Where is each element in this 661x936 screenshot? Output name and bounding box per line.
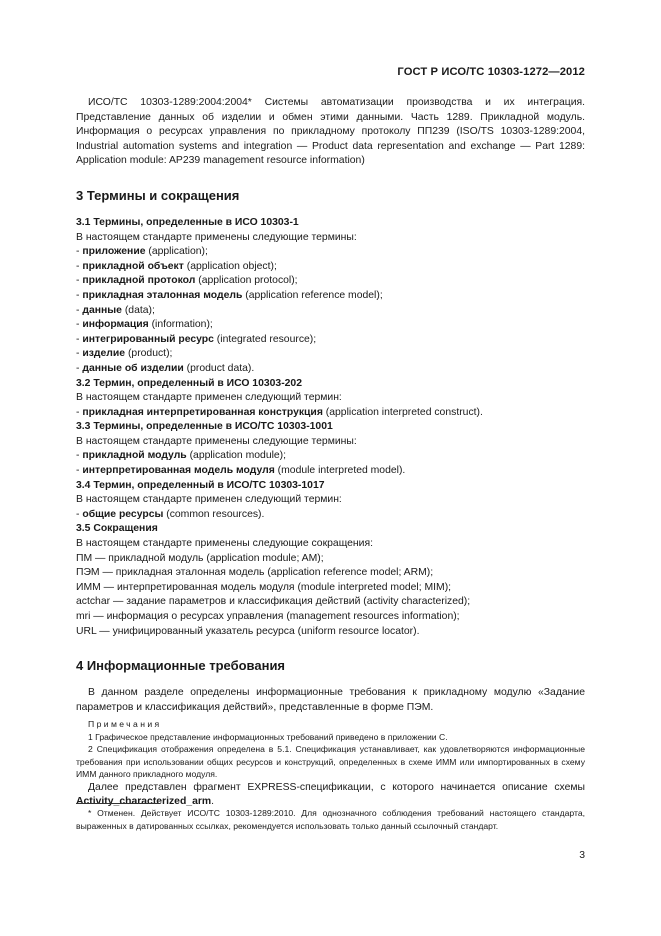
term-item: - интерпретированная модель модуля (module interpreted model). <box>76 465 406 477</box>
notes-block <box>76 718 585 781</box>
schema-name: Activity_characterized_arm <box>76 796 212 808</box>
subsection-3-4-intro: В настоящем стандарте применен следующий термин: <box>76 494 342 506</box>
subsection-3-2-heading: 3.2 Термин, определенный в ИСО 10303-202 <box>76 377 302 389</box>
terms-list-3-1 <box>76 245 585 376</box>
term-item: - данные об изделии (product data). <box>76 362 255 374</box>
term-item: - информация (information); <box>76 319 213 331</box>
footnote-separator <box>76 803 160 804</box>
term-item: - прикладная эталонная модель (application reference model); <box>76 289 383 301</box>
express-intro-paragraph: Далее представлен фрагмент EXPRESS-спецификации, с которого начинается описание схемы Activity_characterized_arm. <box>76 781 585 808</box>
normative-reference-paragraph <box>76 96 585 169</box>
notes-title: Примечания <box>88 719 162 730</box>
page-content <box>76 96 585 810</box>
term-item: - прикладной протокол (application protocol); <box>76 275 298 287</box>
abbreviation-item: mri — информация о ресурсах управления (management resources information); <box>76 611 460 622</box>
term-item: - общие ресурсы (common resources). <box>76 508 265 520</box>
term-item: - прикладной объект (application object); <box>76 260 277 272</box>
section-4-heading: 4 Информационные требования <box>76 658 286 674</box>
abbreviation-item: ПЭМ — прикладная эталонная модель (application reference model; ARM); <box>76 567 434 579</box>
term-item: - изделие (product); <box>76 348 173 360</box>
term-item: - приложение (application); <box>76 246 208 258</box>
reference-text: Системы автоматизации производства и их интеграция. Представление данных об изделии и обмен этими данными. Часть 1289. Прикладной модуль. Информация о ресурсах управления по прикладному протоколу ПП239 (ISO/TS 10303-1289:2004, Industrial automation systems and integration — Product data representation and exchange — Part 1289: Application module: AP239 management resource information) <box>76 97 586 167</box>
running-header: ГОСТ Р ИСО/ТС 10303-1272—2012 <box>397 66 585 78</box>
note-item: 1 Графическое представление информационных требований приведено в приложении С. <box>88 731 448 742</box>
term-item: - прикладная интерпретированная конструкция (application interpreted construct). <box>76 406 483 418</box>
section-4-paragraph: В данном разделе определены информационные требования к прикладному модулю «Задание параметров и классификация действий», представленные в форме ПЭМ. <box>76 687 585 713</box>
abbreviation-item: ИММ — интерпретированная модель модуля (module interpreted model; MIM); <box>76 581 452 593</box>
subsection-3-1-heading: 3.1 Термины, определенные в ИСО 10303-1 <box>76 216 299 228</box>
subsection-3-5-heading: 3.5 Сокращения <box>76 523 158 535</box>
subsection-3-3-intro: В настоящем стандарте применены следующие термины: <box>76 435 357 447</box>
term-item: - данные (data); <box>76 304 155 316</box>
subsection-3-3-heading: 3.3 Термины, определенные в ИСО/ТС 10303-1001 <box>76 421 333 433</box>
section-3-heading: 3 Термины и сокращения <box>76 187 240 203</box>
footnote: * Отменен. Действует ИСО/ТС 10303-1289:2010. Для однозначного соблюдения требований настоящего стандарта, выраженных в датированных ссылках, рекомендуется использовать только данный ссылочный стандарт. <box>76 808 585 831</box>
subsection-3-4-heading: 3.4 Термин, определенный в ИСО/ТС 10303-1017 <box>76 479 325 491</box>
reference-code: ИСО/ТС 10303-1289:2004:2004* <box>88 97 252 108</box>
subsection-3-5-intro: В настоящем стандарте применены следующие сокращения: <box>76 538 373 550</box>
subsection-3-2-intro: В настоящем стандарте применен следующий термин: <box>76 392 342 404</box>
term-item: - интегрированный ресурс (integrated resource); <box>76 333 317 345</box>
subsection-3-1-intro: В настоящем стандарте применены следующие термины: <box>76 231 357 243</box>
abbreviation-item: URL — унифицированный указатель ресурса (uniform resource locator). <box>76 625 420 637</box>
term-item: - прикладной модуль (application module); <box>76 450 287 462</box>
abbreviation-item: ПМ — прикладной модуль (application module; AM); <box>76 552 324 564</box>
note-item: 2 Спецификация отображения определена в 5.1. Спецификация устанавливает, как удовлетворяются информационные требования при использовании общих ресурсов и конструкций, определенных в схеме ИММ или импортированных в схему ИММ данного прикладного модуля. <box>76 744 585 780</box>
page-number: 3 <box>579 850 585 861</box>
abbreviation-item: actchar — задание параметров и классификация действий (activity characterized); <box>76 596 471 608</box>
